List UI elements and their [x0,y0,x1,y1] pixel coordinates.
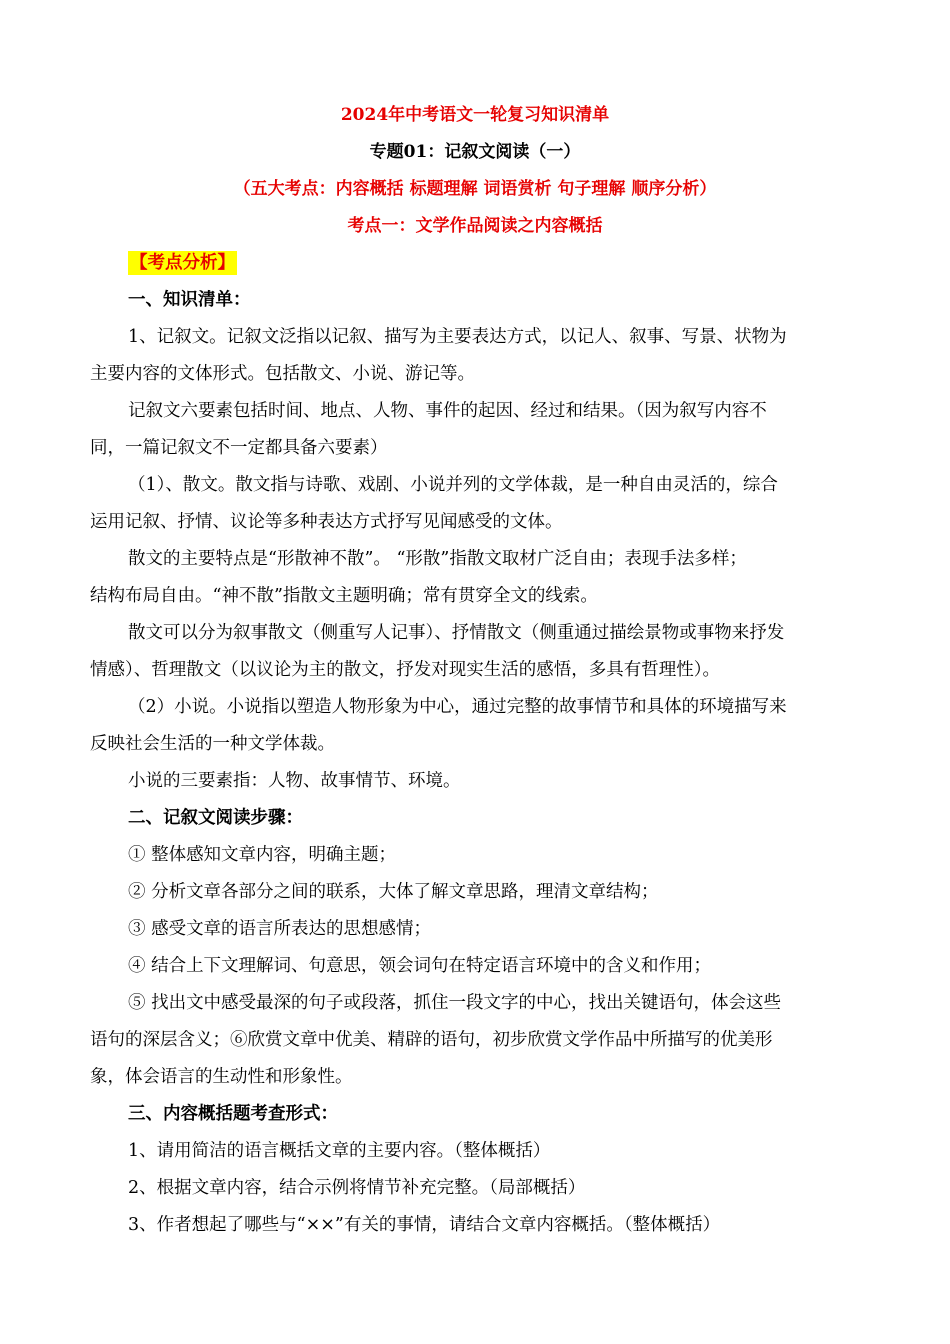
paragraph-line: 散文的主要特点是“形散神不散”。 “形散”指散文取材广泛自由；表现手法多样； [128,549,747,569]
analysis-tag: 【考点分析】 [130,253,235,273]
paragraph-line: 同，一篇记叙文不一定都具备六要素） [90,438,388,458]
paragraph-line: 结构布局自由。“神不散”指散文主题明确；常有贯穿全文的线索。 [90,586,598,606]
list-item: 3、作者想起了哪些与“××”有关的事情，请结合文章内容概括。（整体概括） [128,1215,721,1235]
list-item: 1、请用简洁的语言概括文章的主要内容。（整体概括） [128,1141,551,1161]
list-item: 语句的深层含义；⑥欣赏文章中优美、精辟的语句，初步欣赏文学作品中所描写的优美形 [90,1030,773,1050]
paragraph-line: 运用记叙、抒情、议论等多种表达方式抒写见闻感受的文体。 [90,512,563,532]
paragraph-line: 1、记叙文。记叙文泛指以记叙、描写为主要表达方式，以记人、叙事、写景、状物为 [128,327,787,347]
topic-title: 专题01：记叙文阅读（一） [369,142,581,162]
section-heading-1: 一、知识清单： [128,290,251,310]
paragraph-line: 情感）、哲理散文（以议论为主的散文，抒发对现实生活的感悟，多具有哲理性）。 [90,660,720,680]
paragraph-line: （1）、散文。散文指与诗歌、戏剧、小说并列的文学体裁，是一种自由灵活的，综合 [128,475,778,495]
list-item: ① 整体感知文章内容，明确主题； [128,845,397,865]
list-item: ② 分析文章各部分之间的联系，大体了解文章思路，理清文章结构； [128,882,659,902]
paragraph-line: 小说的三要素指：人物、故事情节、环境。 [128,771,461,791]
list-item: ⑤ 找出文中感受最深的句子或段落，抓住一段文字的中心，找出关键语句，体会这些 [128,993,782,1013]
list-item: 象，体会语言的生动性和形象性。 [90,1067,353,1087]
paragraph-line: 散文可以分为叙事散文（侧重写人记事）、抒情散文（侧重通过描绘景物或事物来抒发 [128,623,785,643]
paragraph-line: 主要内容的文体形式。包括散文、小说、游记等。 [90,364,475,384]
five-points-subtitle: （五大考点：内容概括 标题理解 词语赏析 句子理解 顺序分析） [233,179,717,199]
list-item: ③ 感受文章的语言所表达的思想感情； [128,919,432,939]
list-item: 2、根据文章内容，结合示例将情节补充完整。（局部概括） [128,1178,586,1198]
list-item: ④ 结合上下文理解词、句意思，领会词句在特定语言环境中的含义和作用； [128,956,712,976]
point-one-heading: 考点一：文学作品阅读之内容概括 [347,216,603,236]
section-heading-3: 三、内容概括题考查形式： [128,1104,338,1124]
section-heading-2: 二、记叙文阅读步骤： [128,808,303,828]
main-title: 2024年中考语文一轮复习知识清单 [340,105,610,125]
paragraph-line: 记叙文六要素包括时间、地点、人物、事件的起因、经过和结果。（因为叙写内容不 [128,401,767,421]
paragraph-line: （2）小说。小说指以塑造人物形象为中心，通过完整的故事情节和具体的环境描写来 [128,697,787,717]
section-tag-row [128,251,908,275]
paragraph-line: 反映社会生活的一种文学体裁。 [90,734,335,754]
